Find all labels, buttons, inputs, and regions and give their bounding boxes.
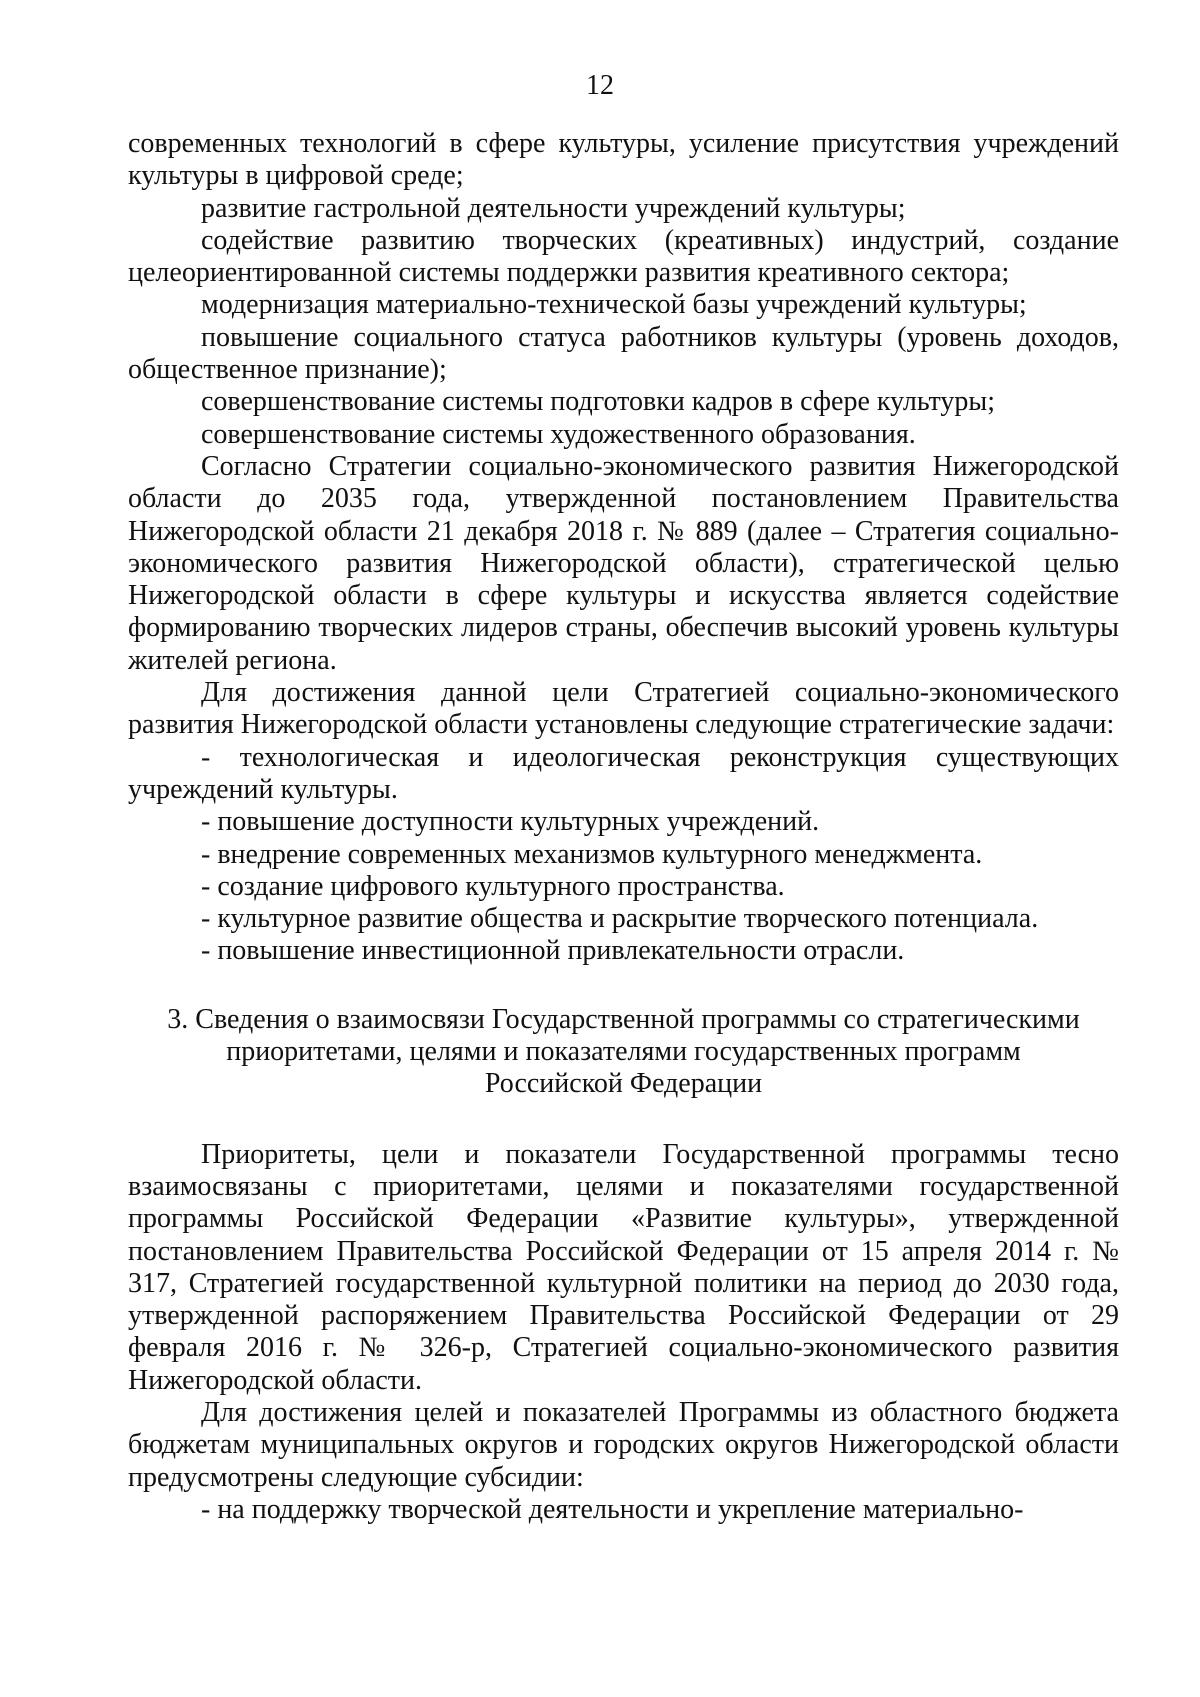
list-item: - создание цифрового культурного пространства. <box>201 870 785 902</box>
paragraph: модернизация материально-технической базы учреждений культуры; <box>201 289 1027 321</box>
section-heading <box>128 1004 1119 1101</box>
paragraph: Согласно Стратегии социально-экономического развития Нижегородской области до 2035 года, утвержденной постановлением Правительства Нижегородской области 21 декабря 2018 г. № 889 (далее – Стратегия социально-экономического развития Нижегородской области), стратегической целью Нижегородской области в сфере культуры и искусства является содействие формированию творческих лидеров страны, обеспечив высокий уровень культуры жителей региона. <box>128 450 1119 676</box>
list-item: - технологическая и идеологическая реконструкция существующих учреждений культуры. <box>128 741 1119 805</box>
list-item: - внедрение современных механизмов культурного менеджмента. <box>201 838 983 870</box>
paragraph: повышение социального статуса работников культуры (уровень доходов, общественное признание); <box>128 321 1119 386</box>
paragraph: Для достижения целей и показателей Программы из областного бюджета бюджетам муниципальных округов и городских округов Нижегородской области предусмотрены следующие субсидии: <box>128 1396 1119 1493</box>
paragraph: развитие гастрольной деятельности учреждений культуры; <box>201 192 906 224</box>
paragraph: современных технологий в сфере культуры, усиление присутствия учреждений культуры в цифровой среде; <box>128 128 1119 192</box>
paragraph: Приоритеты, цели и показатели Государственной программы тесно взаимосвязаны с приоритетами, целями и показателями государственной программы Российской Федерации «Развитие культуры», утвержденной постановлением Правительства Российской Федерации от 15 апреля 2014 г. № 317, Стратегией государственной культурной политики на период до 2030 года, утвержденной распоряжением Правительства Российской Федерации от 29 февраля 2016 г. № 326-р, Стратегией социально-экономического развития Нижегородской области. <box>128 1138 1119 1396</box>
list-item: - культурное развитие общества и раскрытие творческого потенциала. <box>201 903 1039 935</box>
paragraph: содействие развитию творческих (креативных) индустрий, создание целеориентированной системы поддержки развития креативного сектора; <box>128 224 1119 289</box>
page-number: 12 <box>586 70 614 101</box>
document-body <box>128 128 1119 1526</box>
paragraph: Для достижения данной цели Стратегией социально-экономического развития Нижегородской области установлены следующие стратегические задачи: <box>128 677 1119 741</box>
list-item: - повышение инвестиционной привлекательности отрасли. <box>201 935 905 967</box>
paragraph: совершенствование системы художественного образования. <box>201 418 916 450</box>
list-item: - на поддержку творческой деятельности и укрепление материально- <box>201 1493 1024 1525</box>
section-heading-line: Российской Федерации <box>484 1068 763 1100</box>
section-heading-line: 3. Сведения о взаимосвязи Государственной программы со стратегическими <box>167 1003 1080 1035</box>
paragraph: совершенствование системы подготовки кадров в сфере культуры; <box>201 386 995 418</box>
list-item: - повышение доступности культурных учреждений. <box>201 806 820 838</box>
section-heading-line: приоритетами, целями и показателями государственных программ <box>226 1036 1021 1068</box>
